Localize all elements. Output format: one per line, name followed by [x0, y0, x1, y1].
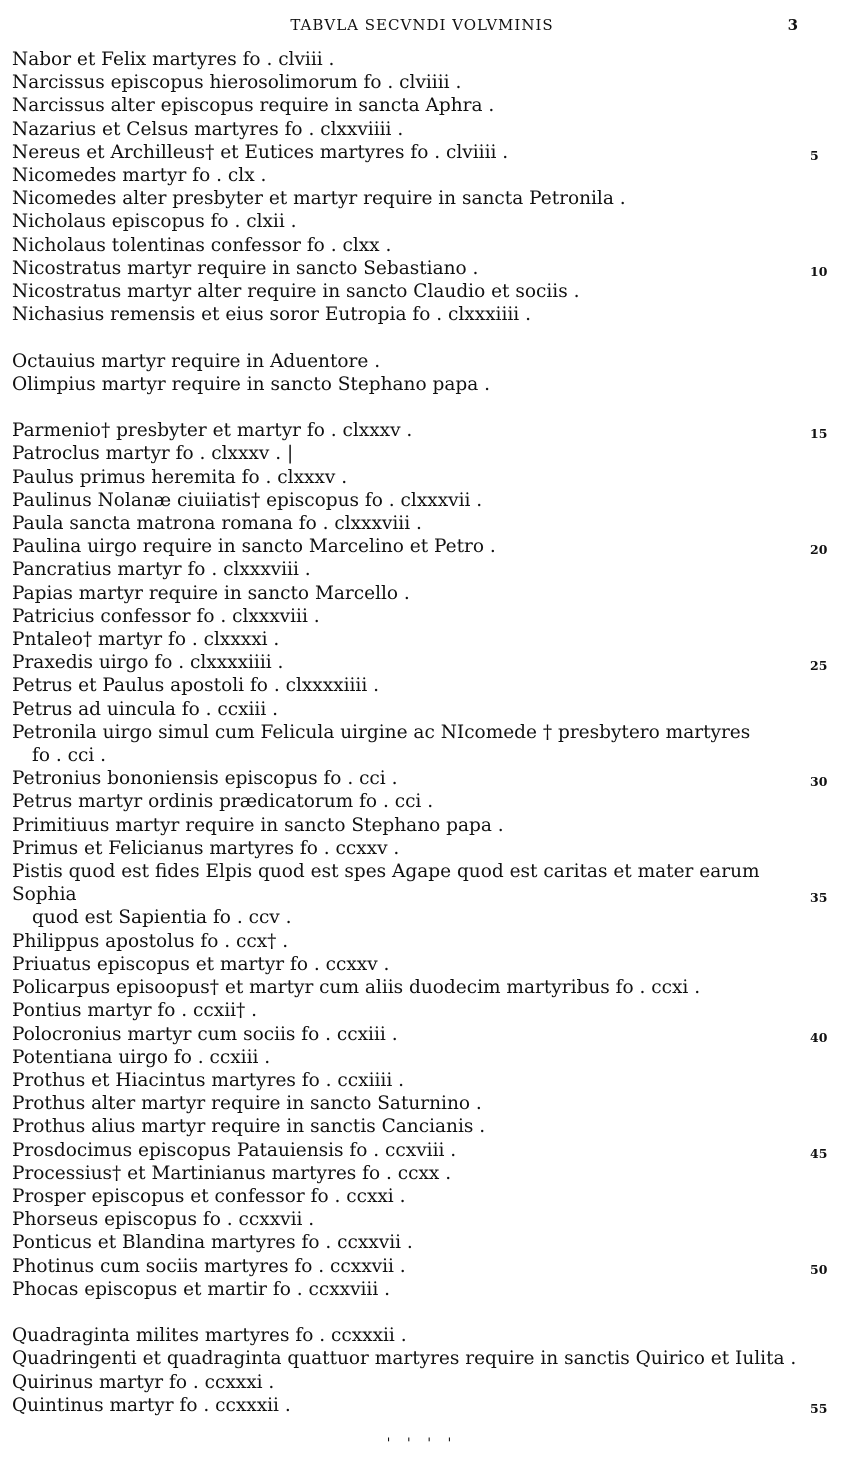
line-number: 30: [810, 774, 828, 790]
entry-text: Prothus alter martyr require in sancto Saturnino .: [12, 1093, 482, 1115]
index-entry: [12, 419, 828, 442]
entry-text: Praxedis uirgo fo . clxxxxiiii .: [12, 652, 284, 674]
running-title: TABVLA SECVNDI VOLVMINIS: [290, 16, 554, 34]
entry-text: Primus et Felicianus martyres fo . ccxxv .: [12, 837, 400, 859]
index-entry: [12, 1324, 802, 1347]
index-entry: [12, 48, 802, 71]
entry-text: Prosper episcopus et confessor fo . ccxxi .: [12, 1185, 406, 1207]
index-entries: [12, 48, 844, 1417]
entry-text: Pancratius martyr fo . clxxxviii .: [12, 559, 311, 581]
index-entry: [12, 303, 802, 326]
entry-text: Petrus et Paulus apostoli fo . clxxxxiiii .: [12, 675, 380, 697]
entry-text: Pontius martyr fo . ccxii† .: [12, 1000, 258, 1022]
index-entry: [12, 814, 802, 837]
entry-text: Nereus et Archilleus† et Eutices martyres fo . clviiii .: [12, 141, 509, 163]
index-entry: [12, 1092, 802, 1115]
index-entry: [12, 651, 828, 674]
entry-text: Primitiuus martyr require in sancto Stephano papa .: [12, 814, 504, 836]
index-entry: [12, 837, 802, 860]
entry-text: Nabor et Felix martyres fo . clviii .: [12, 49, 335, 70]
entry-text: Patroclus martyr fo . clxxxv . |: [12, 443, 294, 465]
footer-marks: ' ' ' ': [386, 1436, 458, 1452]
line-number: 45: [810, 1145, 828, 1161]
entry-text: Papias martyr require in sancto Marcello .: [12, 582, 410, 604]
index-entry: [12, 999, 802, 1022]
index-entry: [12, 1231, 802, 1254]
entry-text: Quadringenti et quadraginta quattuor martyres require in sanctis Quirico et Iulita .: [12, 1348, 797, 1370]
index-entry: [12, 164, 802, 187]
entry-text: Petrus ad uincula fo . ccxiii .: [12, 698, 279, 720]
page-header: [0, 14, 844, 40]
index-entry: [12, 1069, 802, 1092]
entry-text: Prothus alius martyr require in sanctis Cancianis .: [12, 1116, 486, 1138]
entry-text: Processius† et Martinianus martyres fo . ccxx .: [12, 1162, 452, 1184]
entry-text: Prothus et Hiacintus martyres fo . ccxiiii .: [12, 1069, 405, 1091]
entry-text: Phocas episcopus et martir fo . ccxxviii .: [12, 1278, 391, 1300]
entry-text: Priuatus episcopus et martyr fo . ccxxv .: [12, 953, 390, 975]
index-entry: [12, 1394, 828, 1417]
entry-text: Nichasius remensis et eius soror Eutropia fo . clxxxiiii .: [12, 304, 531, 326]
index-entry: [12, 373, 802, 396]
index-entry: [12, 1255, 828, 1278]
section-gap: [12, 326, 844, 349]
index-entry: [12, 1046, 802, 1069]
index-entry: [12, 582, 802, 605]
page-number: 3: [787, 16, 798, 34]
entry-text: Philippus apostolus fo . ccx† .: [12, 930, 289, 952]
line-number: 40: [810, 1029, 828, 1045]
line-number: 10: [810, 263, 828, 279]
entry-text: Nazarius et Celsus martyres fo . clxxviiii .: [12, 118, 404, 140]
index-entry: [12, 1115, 802, 1138]
entry-text: Narcissus episcopus hierosolimorum fo . clviiii .: [12, 72, 462, 94]
entry-text: Nicholaus tolentinas confessor fo . clxx .: [12, 234, 392, 256]
index-entry: [12, 1185, 802, 1208]
entry-text: Ponticus et Blandina martyres fo . ccxxvii .: [12, 1232, 413, 1254]
index-entry: [12, 674, 802, 697]
entry-text: Nicomedes alter presbyter et martyr require in sancta Petronila .: [12, 188, 626, 210]
entry-text: Prosdocimus episcopus Patauiensis fo . ccxviii .: [12, 1139, 457, 1161]
index-entry: [12, 1162, 802, 1185]
index-entry: [12, 350, 802, 373]
index-entry: [12, 1278, 802, 1301]
index-entry: [12, 234, 802, 257]
section-gap: [12, 1301, 844, 1324]
index-entry: [12, 790, 802, 813]
entry-text: Polocronius martyr cum sociis fo . ccxiii .: [12, 1023, 398, 1045]
entry-text: Photinus cum sociis martyres fo . ccxxvii .: [12, 1255, 406, 1277]
entry-text: Olimpius martyr require in sancto Stephano papa .: [12, 373, 491, 395]
index-entry: [12, 976, 802, 999]
index-entry: [12, 1208, 802, 1231]
index-entry: [12, 1023, 828, 1046]
entry-text: Petronius bononiensis episcopus fo . cci .: [12, 768, 398, 790]
entry-text: Nicomedes martyr fo . clx .: [12, 165, 267, 187]
entry-text: Quirinus martyr fo . ccxxxi .: [12, 1371, 275, 1393]
entry-text: Paulina uirgo require in sancto Marcelino et Petro .: [12, 536, 496, 558]
index-entry: [12, 512, 802, 535]
index-entry: [12, 210, 802, 233]
entry-text: Petrus martyr ordinis prædicatorum fo . cci .: [12, 791, 434, 813]
index-entry: [12, 489, 802, 512]
entry-continuation: fo . cci .: [32, 745, 107, 767]
section-gap: [12, 396, 844, 419]
index-entry: [12, 71, 802, 94]
entry-text: Nicostratus martyr require in sancto Sebastiano .: [12, 257, 479, 279]
index-entry: [12, 860, 828, 930]
index-entry: [12, 558, 802, 581]
entry-continuation: quod est Sapientia fo . ccv .: [32, 907, 292, 929]
index-entry: [12, 118, 802, 141]
entry-text: Paula sancta matrona romana fo . clxxxviii .: [12, 513, 422, 535]
index-entry: [12, 442, 802, 465]
index-entry: [12, 1139, 828, 1162]
line-number: 55: [810, 1400, 828, 1416]
line-number: 25: [810, 658, 828, 674]
entry-text: Paulinus Nolanæ ciuiiatis† episcopus fo . clxxxvii .: [12, 489, 483, 511]
index-entry: [12, 141, 819, 164]
index-entry: [12, 698, 802, 721]
index-entry: [12, 605, 802, 628]
index-entry: [12, 94, 802, 117]
entry-text: Pntaleo† martyr fo . clxxxxi .: [12, 629, 280, 651]
entry-text: Parmenio† presbyter et martyr fo . clxxxv .: [12, 420, 413, 442]
entry-text: Pistis quod est fides Elpis quod est spes Agape quod est caritas et mater earum Sophia: [12, 861, 760, 906]
line-number: 5: [810, 147, 819, 163]
index-entry: [12, 187, 802, 210]
line-number: 20: [810, 542, 828, 558]
index-entry: [12, 1371, 802, 1394]
index-entry: [12, 721, 802, 767]
index-entry: [12, 1347, 802, 1370]
entry-text: Nicostratus martyr alter require in sancto Claudio et sociis .: [12, 281, 580, 303]
index-entry: [12, 535, 828, 558]
line-number: 50: [810, 1261, 828, 1277]
line-number: 15: [810, 426, 828, 442]
entry-text: Nicholaus episcopus fo . clxii .: [12, 211, 297, 233]
entry-text: Policarpus episoopus† et martyr cum aliis duodecim martyribus fo . ccxi .: [12, 977, 701, 999]
entry-text: Patricius confessor fo . clxxxviii .: [12, 605, 320, 627]
entry-text: Petronila uirgo simul cum Felicula uirgine ac NIcomede † presbytero martyres: [12, 721, 751, 743]
entry-text: Narcissus alter episcopus require in sancta Aphra .: [12, 95, 495, 117]
index-entry: [12, 280, 802, 303]
index-entry: [12, 257, 828, 280]
entry-text: Octauius martyr require in Aduentore .: [12, 350, 381, 372]
index-entry: [12, 767, 828, 790]
entry-text: Phorseus episcopus fo . ccxxvii .: [12, 1209, 315, 1231]
index-entry: [12, 466, 802, 489]
index-entry: [12, 930, 802, 953]
line-number: 35: [810, 890, 828, 906]
entry-text: Quadraginta milites martyres fo . ccxxxii .: [12, 1325, 407, 1347]
entry-text: Potentiana uirgo fo . ccxiii .: [12, 1046, 271, 1068]
entry-text: Quintinus martyr fo . ccxxxii .: [12, 1394, 291, 1416]
index-entry: [12, 628, 802, 651]
entry-text: Paulus primus heremita fo . clxxxv .: [12, 466, 348, 488]
index-entry: [12, 953, 802, 976]
